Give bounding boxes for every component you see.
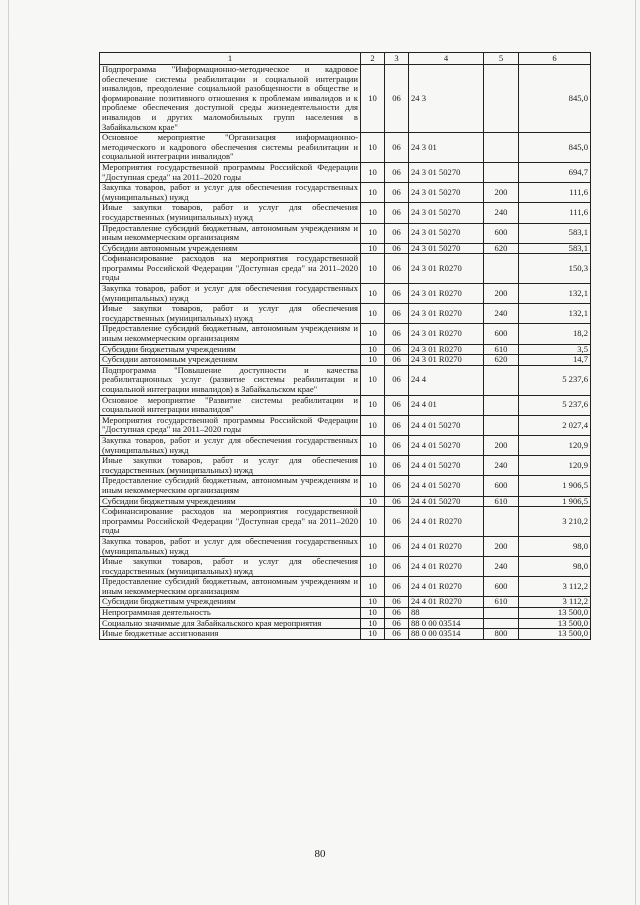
cell-amount: 13 500,0 xyxy=(519,629,591,640)
cell-row-name: Софинансирование расходов на мероприятия государственной программы Российской Федерации "Доступная среда" на 2011–2020 годы xyxy=(100,507,361,537)
cell-subsection-code: 06 xyxy=(385,203,409,223)
table-row xyxy=(100,608,591,619)
cell-subsection-code: 06 xyxy=(385,254,409,284)
cell-section-code: 10 xyxy=(361,536,385,556)
cell-expense-type-code: 240 xyxy=(484,557,519,577)
cell-target-code: 24 4 01 R0270 xyxy=(409,557,484,577)
cell-target-code: 88 0 00 03514 xyxy=(409,618,484,629)
cell-expense-type-code: 600 xyxy=(484,324,519,344)
cell-row-name: Подпрограмма "Повышение доступности и качества реабилитационных услуг (развитие системы реабилитации и социальной интеграции инвалидов) в Забайкальском крае" xyxy=(100,365,361,395)
cell-expense-type-code: 600 xyxy=(484,223,519,243)
cell-section-code: 10 xyxy=(361,355,385,366)
cell-target-code: 24 3 01 50270 xyxy=(409,243,484,254)
cell-target-code: 24 3 xyxy=(409,65,484,133)
col-header-3: 3 xyxy=(385,53,409,65)
col-header-2: 2 xyxy=(361,53,385,65)
cell-target-code: 24 3 01 xyxy=(409,133,484,163)
cell-row-name: Иные закупки товаров, работ и услуг для обеспечения государственных (муниципальных) нужд xyxy=(100,203,361,223)
cell-subsection-code: 06 xyxy=(385,162,409,182)
cell-section-code: 10 xyxy=(361,65,385,133)
cell-section-code: 10 xyxy=(361,133,385,163)
cell-section-code: 10 xyxy=(361,435,385,455)
table-row xyxy=(100,496,591,507)
budget-table xyxy=(99,52,591,640)
table-row xyxy=(100,577,591,597)
table-row xyxy=(100,415,591,435)
cell-amount: 111,6 xyxy=(519,203,591,223)
cell-row-name: Софинансирование расходов на мероприятия государственной программы Российской Федерации "Доступная среда" на 2011–2020 годы xyxy=(100,254,361,284)
cell-amount: 5 237,6 xyxy=(519,365,591,395)
cell-expense-type-code: 240 xyxy=(484,456,519,476)
cell-section-code: 10 xyxy=(361,476,385,496)
cell-section-code: 10 xyxy=(361,223,385,243)
cell-target-code: 24 3 01 R0270 xyxy=(409,254,484,284)
cell-expense-type-code: 200 xyxy=(484,183,519,203)
cell-target-code: 24 4 01 R0270 xyxy=(409,536,484,556)
cell-amount: 14,7 xyxy=(519,355,591,366)
table-row xyxy=(100,254,591,284)
cell-section-code: 10 xyxy=(361,557,385,577)
table-row xyxy=(100,557,591,577)
cell-amount: 1 906,5 xyxy=(519,496,591,507)
cell-expense-type-code: 200 xyxy=(484,435,519,455)
cell-expense-type-code xyxy=(484,415,519,435)
cell-amount: 845,0 xyxy=(519,65,591,133)
cell-subsection-code: 06 xyxy=(385,65,409,133)
cell-amount: 5 237,6 xyxy=(519,395,591,415)
cell-subsection-code: 06 xyxy=(385,618,409,629)
table-row xyxy=(100,183,591,203)
cell-row-name: Закупка товаров, работ и услуг для обеспечения государственных (муниципальных) нужд xyxy=(100,284,361,304)
header-row xyxy=(100,53,591,65)
cell-section-code: 10 xyxy=(361,415,385,435)
cell-amount: 132,1 xyxy=(519,304,591,324)
cell-row-name: Подпрограмма "Информационно-методическое и кадровое обеспечение системы реабилитации и социальной интеграции инвалидов, преодоление социальной разобщенности в обществе и формирование позитивного отношения к проблемам инвалидов и к проблеме обеспечения доступной среды жизнедеятельности для инвалидов и других маломобильных групп населения в Забайкальском крае" xyxy=(100,65,361,133)
table-row xyxy=(100,133,591,163)
cell-row-name: Субсидии бюджетным учреждениям xyxy=(100,496,361,507)
table-row xyxy=(100,344,591,355)
cell-target-code: 24 3 01 50270 xyxy=(409,162,484,182)
cell-section-code: 10 xyxy=(361,507,385,537)
table-row xyxy=(100,536,591,556)
col-header-4: 4 xyxy=(409,53,484,65)
cell-expense-type-code xyxy=(484,395,519,415)
cell-target-code: 24 4 01 50270 xyxy=(409,415,484,435)
cell-amount: 120,9 xyxy=(519,435,591,455)
cell-row-name: Предоставление субсидий бюджетным, автономным учреждениям и иным некоммерческим организациям xyxy=(100,577,361,597)
cell-target-code: 24 4 01 xyxy=(409,395,484,415)
cell-amount: 3 112,2 xyxy=(519,597,591,608)
cell-target-code: 24 3 01 R0270 xyxy=(409,324,484,344)
cell-subsection-code: 06 xyxy=(385,476,409,496)
cell-subsection-code: 06 xyxy=(385,496,409,507)
cell-amount: 3 210,2 xyxy=(519,507,591,537)
cell-subsection-code: 06 xyxy=(385,355,409,366)
cell-amount: 150,3 xyxy=(519,254,591,284)
cell-section-code: 10 xyxy=(361,456,385,476)
cell-subsection-code: 06 xyxy=(385,324,409,344)
cell-amount: 3 112,2 xyxy=(519,577,591,597)
cell-amount: 1 906,5 xyxy=(519,476,591,496)
cell-amount: 98,0 xyxy=(519,536,591,556)
cell-target-code: 24 4 xyxy=(409,365,484,395)
cell-target-code: 24 3 01 R0270 xyxy=(409,284,484,304)
cell-target-code: 24 4 01 R0270 xyxy=(409,577,484,597)
cell-target-code: 24 4 01 50270 xyxy=(409,476,484,496)
table-row xyxy=(100,223,591,243)
cell-row-name: Субсидии бюджетным учреждениям xyxy=(100,344,361,355)
cell-target-code: 24 4 01 R0270 xyxy=(409,507,484,537)
cell-target-code: 24 4 01 50270 xyxy=(409,456,484,476)
cell-amount: 583,1 xyxy=(519,223,591,243)
table-row xyxy=(100,355,591,366)
cell-target-code: 88 0 00 03514 xyxy=(409,629,484,640)
cell-section-code: 10 xyxy=(361,254,385,284)
cell-expense-type-code xyxy=(484,365,519,395)
cell-row-name: Основное мероприятие "Развитие системы реабилитации и социальной интеграции инвалидов" xyxy=(100,395,361,415)
table-row xyxy=(100,65,591,133)
cell-section-code: 10 xyxy=(361,395,385,415)
cell-subsection-code: 06 xyxy=(385,365,409,395)
cell-subsection-code: 06 xyxy=(385,304,409,324)
cell-row-name: Иные бюджетные ассигнования xyxy=(100,629,361,640)
col-header-1: 1 xyxy=(100,53,361,65)
cell-subsection-code: 06 xyxy=(385,608,409,619)
cell-section-code: 10 xyxy=(361,608,385,619)
cell-expense-type-code: 600 xyxy=(484,577,519,597)
cell-amount: 3,5 xyxy=(519,344,591,355)
cell-amount: 694,7 xyxy=(519,162,591,182)
cell-row-name: Предоставление субсидий бюджетным, автономным учреждениям и иным некоммерческим организациям xyxy=(100,476,361,496)
table-row xyxy=(100,324,591,344)
table-row xyxy=(100,203,591,223)
table-header xyxy=(100,53,591,65)
cell-expense-type-code: 610 xyxy=(484,344,519,355)
cell-section-code: 10 xyxy=(361,365,385,395)
cell-subsection-code: 06 xyxy=(385,183,409,203)
cell-expense-type-code xyxy=(484,618,519,629)
cell-row-name: Предоставление субсидий бюджетным, автономным учреждениям и иным некоммерческим организациям xyxy=(100,223,361,243)
page-number: 80 xyxy=(314,848,326,860)
cell-section-code: 10 xyxy=(361,304,385,324)
cell-row-name: Мероприятия государственной программы Российской Федерации "Доступная среда" на 2011–2020 годы xyxy=(100,162,361,182)
table-row xyxy=(100,618,591,629)
cell-subsection-code: 06 xyxy=(385,557,409,577)
table-row xyxy=(100,629,591,640)
table-row xyxy=(100,456,591,476)
cell-amount: 2 027,4 xyxy=(519,415,591,435)
cell-row-name: Закупка товаров, работ и услуг для обеспечения государственных (муниципальных) нужд xyxy=(100,183,361,203)
cell-subsection-code: 06 xyxy=(385,435,409,455)
cell-section-code: 10 xyxy=(361,344,385,355)
cell-subsection-code: 06 xyxy=(385,507,409,537)
cell-section-code: 10 xyxy=(361,577,385,597)
cell-expense-type-code: 200 xyxy=(484,536,519,556)
cell-expense-type-code: 200 xyxy=(484,284,519,304)
cell-subsection-code: 06 xyxy=(385,456,409,476)
table-row xyxy=(100,243,591,254)
cell-amount: 13 500,0 xyxy=(519,608,591,619)
cell-subsection-code: 06 xyxy=(385,243,409,254)
cell-subsection-code: 06 xyxy=(385,133,409,163)
cell-expense-type-code xyxy=(484,254,519,284)
cell-row-name: Социально значимые для Забайкальского края мероприятия xyxy=(100,618,361,629)
cell-amount: 111,6 xyxy=(519,183,591,203)
table-row xyxy=(100,597,591,608)
cell-row-name: Иные закупки товаров, работ и услуг для обеспечения государственных (муниципальных) нужд xyxy=(100,304,361,324)
cell-expense-type-code: 620 xyxy=(484,355,519,366)
cell-target-code: 24 3 01 50270 xyxy=(409,223,484,243)
table-row xyxy=(100,435,591,455)
cell-subsection-code: 06 xyxy=(385,597,409,608)
cell-subsection-code: 06 xyxy=(385,395,409,415)
cell-row-name: Субсидии бюджетным учреждениям xyxy=(100,597,361,608)
cell-section-code: 10 xyxy=(361,243,385,254)
cell-section-code: 10 xyxy=(361,324,385,344)
cell-expense-type-code xyxy=(484,65,519,133)
cell-expense-type-code xyxy=(484,133,519,163)
cell-expense-type-code: 600 xyxy=(484,476,519,496)
cell-row-name: Закупка товаров, работ и услуг для обеспечения государственных (муниципальных) нужд xyxy=(100,536,361,556)
cell-expense-type-code: 610 xyxy=(484,597,519,608)
cell-section-code: 10 xyxy=(361,284,385,304)
table-row xyxy=(100,284,591,304)
cell-amount: 120,9 xyxy=(519,456,591,476)
cell-row-name: Мероприятия государственной программы Российской Федерации "Доступная среда" на 2011–2020 годы xyxy=(100,415,361,435)
cell-subsection-code: 06 xyxy=(385,344,409,355)
cell-section-code: 10 xyxy=(361,162,385,182)
cell-expense-type-code xyxy=(484,507,519,537)
table-row xyxy=(100,162,591,182)
col-header-5: 5 xyxy=(484,53,519,65)
table-body xyxy=(100,65,591,640)
cell-section-code: 10 xyxy=(361,203,385,223)
cell-section-code: 10 xyxy=(361,496,385,507)
cell-row-name: Основное мероприятие "Организация информационно-методического и кадрового обеспечения системы реабилитации и социальной интеграции инвалидов" xyxy=(100,133,361,163)
cell-amount: 583,1 xyxy=(519,243,591,254)
cell-target-code: 24 3 01 R0270 xyxy=(409,344,484,355)
cell-target-code: 24 3 01 R0270 xyxy=(409,355,484,366)
cell-target-code: 24 3 01 R0270 xyxy=(409,304,484,324)
cell-section-code: 10 xyxy=(361,618,385,629)
cell-section-code: 10 xyxy=(361,597,385,608)
table-row xyxy=(100,365,591,395)
cell-target-code: 88 xyxy=(409,608,484,619)
cell-amount: 98,0 xyxy=(519,557,591,577)
cell-expense-type-code: 620 xyxy=(484,243,519,254)
cell-target-code: 24 4 01 50270 xyxy=(409,435,484,455)
cell-subsection-code: 06 xyxy=(385,536,409,556)
table-row xyxy=(100,395,591,415)
cell-expense-type-code: 800 xyxy=(484,629,519,640)
table-row xyxy=(100,304,591,324)
cell-expense-type-code: 240 xyxy=(484,203,519,223)
cell-expense-type-code: 610 xyxy=(484,496,519,507)
cell-amount: 13 500,0 xyxy=(519,618,591,629)
cell-subsection-code: 06 xyxy=(385,415,409,435)
cell-row-name: Субсидии автономным учреждениям xyxy=(100,355,361,366)
cell-amount: 845,0 xyxy=(519,133,591,163)
cell-expense-type-code: 240 xyxy=(484,304,519,324)
col-header-6: 6 xyxy=(519,53,591,65)
cell-amount: 132,1 xyxy=(519,284,591,304)
cell-target-code: 24 3 01 50270 xyxy=(409,183,484,203)
cell-expense-type-code xyxy=(484,608,519,619)
table-row xyxy=(100,476,591,496)
cell-subsection-code: 06 xyxy=(385,629,409,640)
cell-section-code: 10 xyxy=(361,629,385,640)
cell-target-code: 24 4 01 50270 xyxy=(409,496,484,507)
cell-row-name: Иные закупки товаров, работ и услуг для обеспечения государственных (муниципальных) нужд xyxy=(100,456,361,476)
cell-row-name: Субсидии автономным учреждениям xyxy=(100,243,361,254)
cell-amount: 18,2 xyxy=(519,324,591,344)
cell-subsection-code: 06 xyxy=(385,284,409,304)
cell-subsection-code: 06 xyxy=(385,223,409,243)
scan-edge-left xyxy=(8,0,9,905)
cell-row-name: Предоставление субсидий бюджетным, автономным учреждениям и иным некоммерческим организациям xyxy=(100,324,361,344)
cell-target-code: 24 4 01 R0270 xyxy=(409,597,484,608)
scan-edge-right xyxy=(635,0,636,905)
cell-expense-type-code xyxy=(484,162,519,182)
table-row xyxy=(100,507,591,537)
cell-subsection-code: 06 xyxy=(385,577,409,597)
cell-row-name: Непрограммная деятельность xyxy=(100,608,361,619)
cell-target-code: 24 3 01 50270 xyxy=(409,203,484,223)
cell-row-name: Закупка товаров, работ и услуг для обеспечения государственных (муниципальных) нужд xyxy=(100,435,361,455)
cell-section-code: 10 xyxy=(361,183,385,203)
cell-row-name: Иные закупки товаров, работ и услуг для обеспечения государственных (муниципальных) нужд xyxy=(100,557,361,577)
